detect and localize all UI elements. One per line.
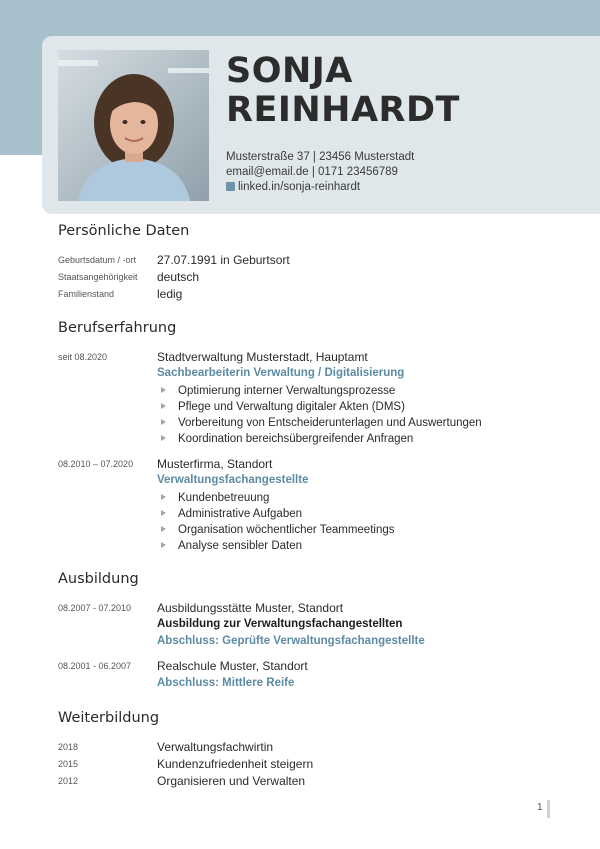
- job-task: Koordination bereichsübergreifender Anfragen: [161, 431, 482, 447]
- personal-value-marital: ledig: [157, 287, 183, 301]
- bullet-triangle-icon: [161, 419, 166, 425]
- training-year: 2018: [58, 742, 79, 752]
- first-name: SONJA: [226, 51, 353, 91]
- section-title-personal: Persönliche Daten: [58, 223, 190, 239]
- candidate-name: [226, 52, 460, 130]
- page-number: 1: [537, 802, 543, 813]
- profile-photo: [58, 50, 209, 201]
- contact-info: [226, 150, 414, 195]
- personal-label-marital: Familienstand: [58, 289, 115, 299]
- education-program: Ausbildung zur Verwaltungsfachangestellten: [157, 618, 403, 630]
- section-title-experience: Berufserfahrung: [58, 320, 177, 336]
- bullet-triangle-icon: [161, 526, 166, 532]
- section-title-training: Weiterbildung: [58, 710, 160, 726]
- address: Musterstraße 37 | 23456 Musterstadt: [226, 151, 415, 163]
- job-task: Analyse sensibler Daten: [161, 538, 394, 554]
- training-name: Organisieren und Verwalten: [157, 774, 306, 788]
- bullet-triangle-icon: [161, 494, 166, 500]
- training-name: Verwaltungsfachwirtin: [157, 740, 274, 754]
- last-name: REINHARDT: [226, 90, 460, 130]
- education-school: Realschule Muster, Standort: [157, 659, 308, 673]
- job-task: Kundenbetreuung: [161, 490, 394, 506]
- bullet-triangle-icon: [161, 435, 166, 441]
- page-number-bar: [547, 800, 550, 818]
- profile-photo-illustration: [58, 50, 209, 201]
- bullet-triangle-icon: [161, 387, 166, 393]
- job-task: Pflege und Verwaltung digitaler Akten (DMS): [161, 399, 482, 415]
- job-date: seit 08.2020: [58, 352, 108, 362]
- email-phone: email@email.de | 0171 23456789: [226, 166, 398, 178]
- personal-value-birth: 27.07.1991 in Geburtsort: [157, 253, 290, 267]
- education-degree: Abschluss: Geprüfte Verwaltungsfachangestellte: [157, 635, 425, 647]
- job-task-list: [161, 383, 482, 447]
- education-degree: Abschluss: Mittlere Reife: [157, 677, 295, 689]
- training-name: Kundenzufriedenheit steigern: [157, 757, 314, 771]
- personal-value-nationality: deutsch: [157, 270, 200, 284]
- education-date: 08.2007 - 07.2010: [58, 603, 132, 613]
- job-task: Administrative Aufgaben: [161, 506, 394, 522]
- job-task: Organisation wöchentlicher Teammeetings: [161, 522, 394, 538]
- education-school: Ausbildungsstätte Muster, Standort: [157, 601, 344, 615]
- section-title-education: Ausbildung: [58, 571, 139, 587]
- training-year: 2012: [58, 776, 79, 786]
- job-date: 08.2010 – 07.2020: [58, 459, 134, 469]
- job-task: Vorbereitung von Entscheiderunterlagen und Auswertungen: [161, 415, 482, 431]
- job-employer: Musterfirma, Standort: [157, 457, 273, 471]
- linkedin-link[interactable]: linked.in/sonja-reinhardt: [238, 181, 361, 193]
- bullet-triangle-icon: [161, 403, 166, 409]
- job-role: Sachbearbeiterin Verwaltung / Digitalisierung: [157, 367, 405, 379]
- job-task: Optimierung interner Verwaltungsprozesse: [161, 383, 482, 399]
- personal-label-nationality: Staatsangehörigkeit: [58, 272, 138, 282]
- training-year: 2015: [58, 759, 79, 769]
- job-task-list: [161, 490, 394, 554]
- linkedin-icon: [226, 182, 235, 191]
- education-date: 08.2001 - 06.2007: [58, 661, 132, 671]
- personal-label-birth: Geburtsdatum / -ort: [58, 255, 137, 265]
- linkedin-row[interactable]: [226, 180, 414, 195]
- bullet-triangle-icon: [161, 510, 166, 516]
- job-role: Verwaltungsfachangestellte: [157, 474, 309, 486]
- bullet-triangle-icon: [161, 542, 166, 548]
- job-employer: Stadtverwaltung Musterstadt, Hauptamt: [157, 350, 368, 364]
